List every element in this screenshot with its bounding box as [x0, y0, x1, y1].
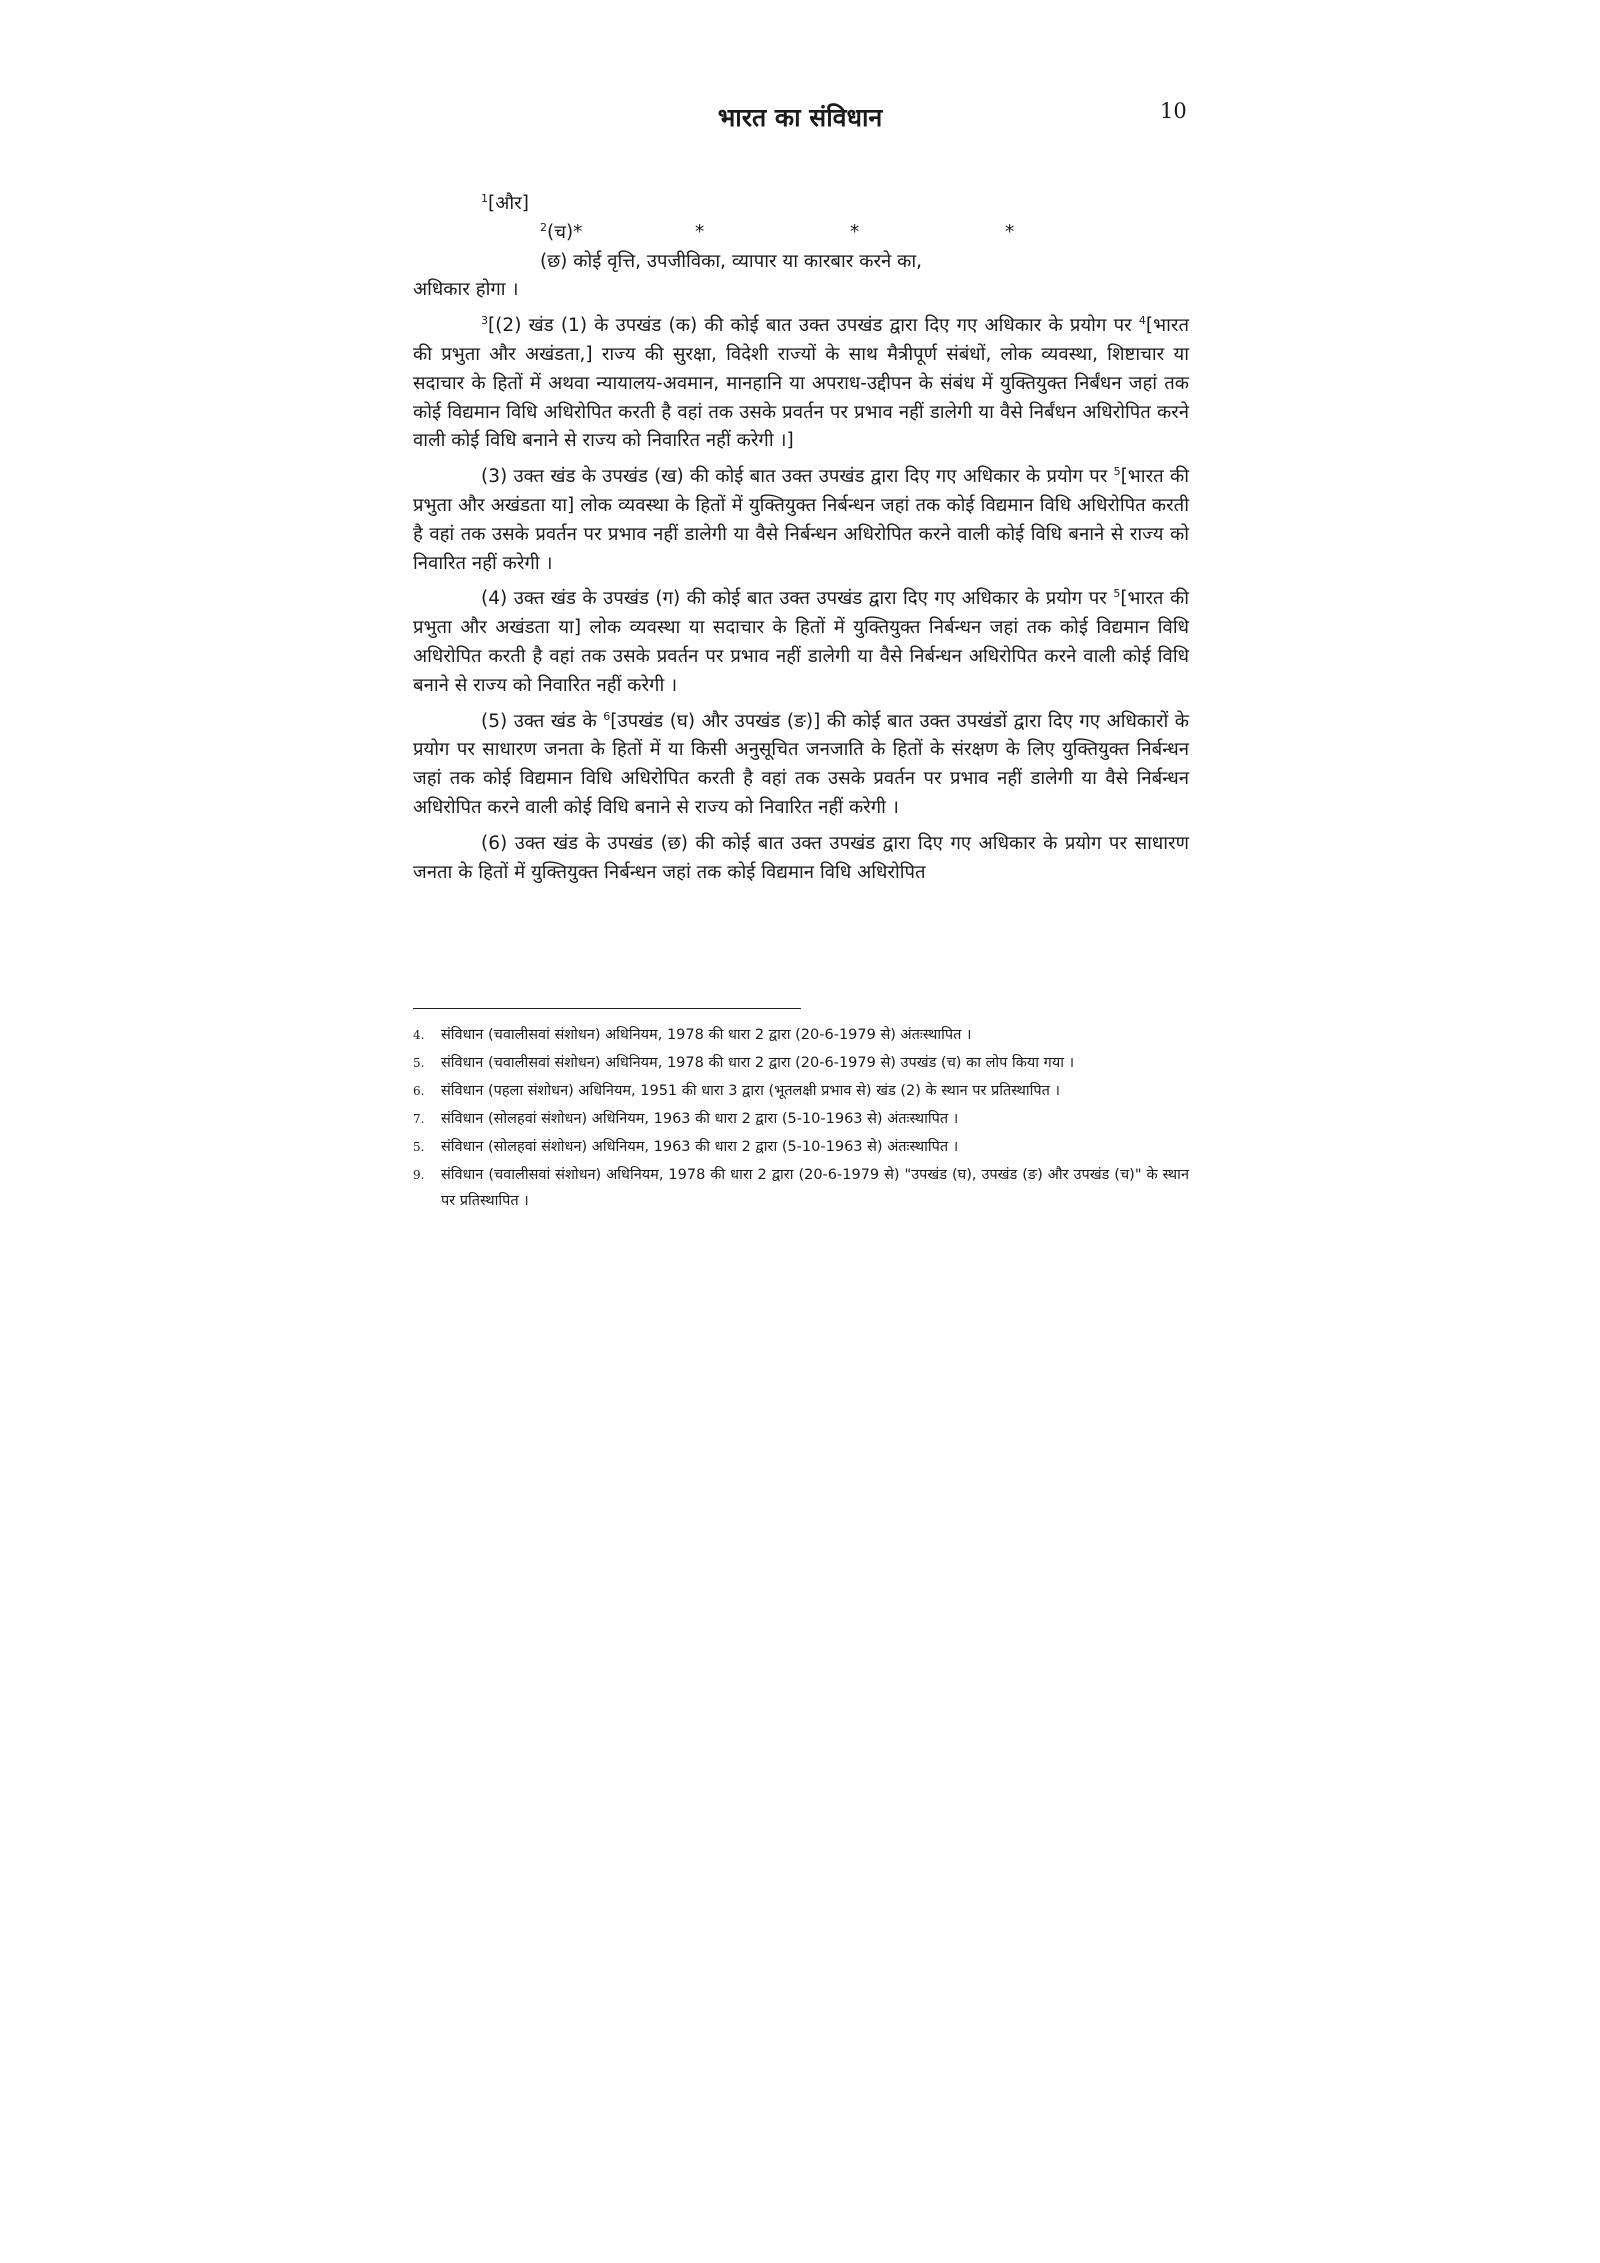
footnote-item [413, 1050, 1189, 1076]
footnote-item [413, 1106, 1189, 1132]
footnote-number: 6. [413, 1084, 425, 1098]
aur-line [413, 190, 1189, 219]
footnote-item [413, 1078, 1189, 1104]
omission-star: * [1005, 221, 1015, 243]
footnote-item [413, 1134, 1189, 1160]
footnote-ref: 6 [603, 709, 611, 723]
footnotes [413, 1022, 1189, 1216]
clause-g: (छ) कोई वृत्ति, उपजीविका, व्यापार या कारबार करने का, [540, 250, 923, 272]
clause-3-paragraph: (3) उक्त खंड के उपखंड (ख) की कोई बात उक्त उपखंड द्वारा दिए गए अधिकार के प्रयोग पर $^5$[भारत की प्रभुता और अखंडता या] लोक व्यवस्था के हितों में युक्तियुक्त निर्बन्धन जहां तक कोई विद्यमान विधि अधिरोपित करती है वहां तक उसके प्रवर्तन पर प्रभाव नहीं डालेगी या वैसे निर्बन्धन अधिरोपित करने वाली कोई विधि बनाने से राज्य को निवारित नहीं करेगी । [413, 465, 1189, 574]
page-number: 10 [1160, 99, 1187, 123]
clause-6-paragraph: (6) उक्त खंड के उपखंड (छ) की कोई बात उक्त उपखंड द्वारा दिए गए अधिकार के प्रयोग पर साधारण जनता के हितों में युक्तियुक्त निर्बन्धन जहां तक कोई विद्यमान विधि अधिरोपित [413, 832, 1189, 883]
footnote-ref: 5 [1113, 465, 1121, 479]
footnote-ref: 3 [481, 314, 488, 328]
footnote-text: संविधान (चवालीसवां संशोधन) अधिनियम, 1978 की धारा 2 द्वारा (20-6-1979 से) अंतःस्थापित । [441, 1027, 972, 1043]
footnote-ref: 1 [481, 191, 488, 205]
footnote-divider [413, 1008, 801, 1009]
footnote-number: 9. [413, 1168, 425, 1182]
omitted-clause-line [413, 219, 1189, 248]
footnote-text: संविधान (सोलहवां संशोधन) अधिनियम, 1963 की धारा 2 द्वारा (5-10-1963 से) अंतःस्थापित । [441, 1139, 959, 1155]
article-body [413, 190, 1189, 894]
footnote-ref: 4 [1138, 314, 1146, 328]
footnote-ref: 5 [1113, 587, 1121, 601]
footnote-number: 4. [413, 1028, 425, 1042]
footnote-item [413, 1162, 1189, 1214]
right-statement: अधिकार होगा । [413, 279, 519, 301]
omission-star: * [695, 221, 705, 243]
omission-star: * [850, 221, 860, 243]
footnote-item [413, 1022, 1189, 1048]
clause-4-paragraph: (4) उक्त खंड के उपखंड (ग) की कोई बात उक्त उपखंड द्वारा दिए गए अधिकार के प्रयोग पर $^5$[भारत की प्रभुता और अखंडता या] लोक व्यवस्था या सदाचार के हितों में युक्तियुक्त निर्बन्धन जहां तक कोई विद्यमान विधि अधिरोपित करती है वहां तक उसके प्रवर्तन पर प्रभाव नहीं डालेगी या वैसे निर्बन्धन अधिरोपित करने वाली कोई विधि बनाने से राज्य को निवारित नहीं करेगी । [413, 587, 1189, 696]
page-title: भारत का संविधान [717, 103, 883, 132]
footnote-number: 7. [413, 1112, 425, 1126]
clause-2-paragraph: $^3$[(2) खंड (1) के उपखंड (क) की कोई बात उक्त उपखंड द्वारा दिए गए अधिकार के प्रयोग पर $^4$[भारत की प्रभुता और अखंडता,] राज्य की सुरक्षा, विदेशी राज्यों के साथ मैत्रीपूर्ण संबंधों, लोक व्यवस्था, शिष्टाचार या सदाचार के हितों में अथवा न्यायालय-अवमान, मानहानि या अपराध-उद्दीपन के संबंध में युक्तियुक्त निर्बंधन जहां तक कोई विद्यमान विधि अधिरोपित करती है वहां तक उसके प्रवर्तन पर प्रभाव नहीं डालेगी या वैसे निर्बंधन अधिरोपित करने वाली कोई विधि बनाने से राज्य को निवारित नहीं करेगी ।] [413, 314, 1189, 452]
footnote-text: संविधान (सोलहवां संशोधन) अधिनियम, 1963 की धारा 2 द्वारा (5-10-1963 से) अंतःस्थापित । [441, 1111, 959, 1127]
footnote-number: 5. [413, 1140, 425, 1154]
footnote-text: संविधान (पहला संशोधन) अधिनियम, 1951 की धारा 3 द्वारा (भूतलक्षी प्रभाव से) खंड (2) के स्थान पर प्रतिस्थापित । [441, 1083, 1061, 1099]
footnote-text: संविधान (चवालीसवां संशोधन) अधिनियम, 1978 की धारा 2 द्वारा (20-6-1979 से) उपखंड (च) का लोप किया गया । [441, 1055, 1075, 1071]
aur-text: [और] [488, 193, 529, 214]
footnote-number: 5. [413, 1056, 425, 1070]
footnote-ref: 2 [540, 220, 547, 234]
clause-5-paragraph: (5) उक्त खंड के $^6$[उपखंड (घ) और उपखंड (ङ)] की कोई बात उक्त उपखंडों द्वारा दिए गए अधिकारों के प्रयोग पर साधारण जनता के हितों में या किसी अनुसूचित जनजाति के हितों के संरक्षण के लिए युक्तियुक्त निर्बन्धन जहां तक कोई विद्यमान विधि अधिरोपित करती है वहां तक उसके प्रवर्तन पर प्रभाव नहीं डालेगी या वैसे निर्बन्धन अधिरोपित करने वाली कोई विधि बनाने से राज्य को निवारित नहीं करेगी । [413, 709, 1189, 818]
omitted-clause-label: $^2$(च)* [540, 220, 583, 243]
footnote-text: संविधान (चवालीसवां संशोधन) अधिनियम, 1978 की धारा 2 द्वारा (20-6-1979 से) "उपखंड (घ), उपखंड (ङ) और उपखंड (च)" के स्थान पर प्रतिस्थापित । [441, 1167, 1189, 1209]
